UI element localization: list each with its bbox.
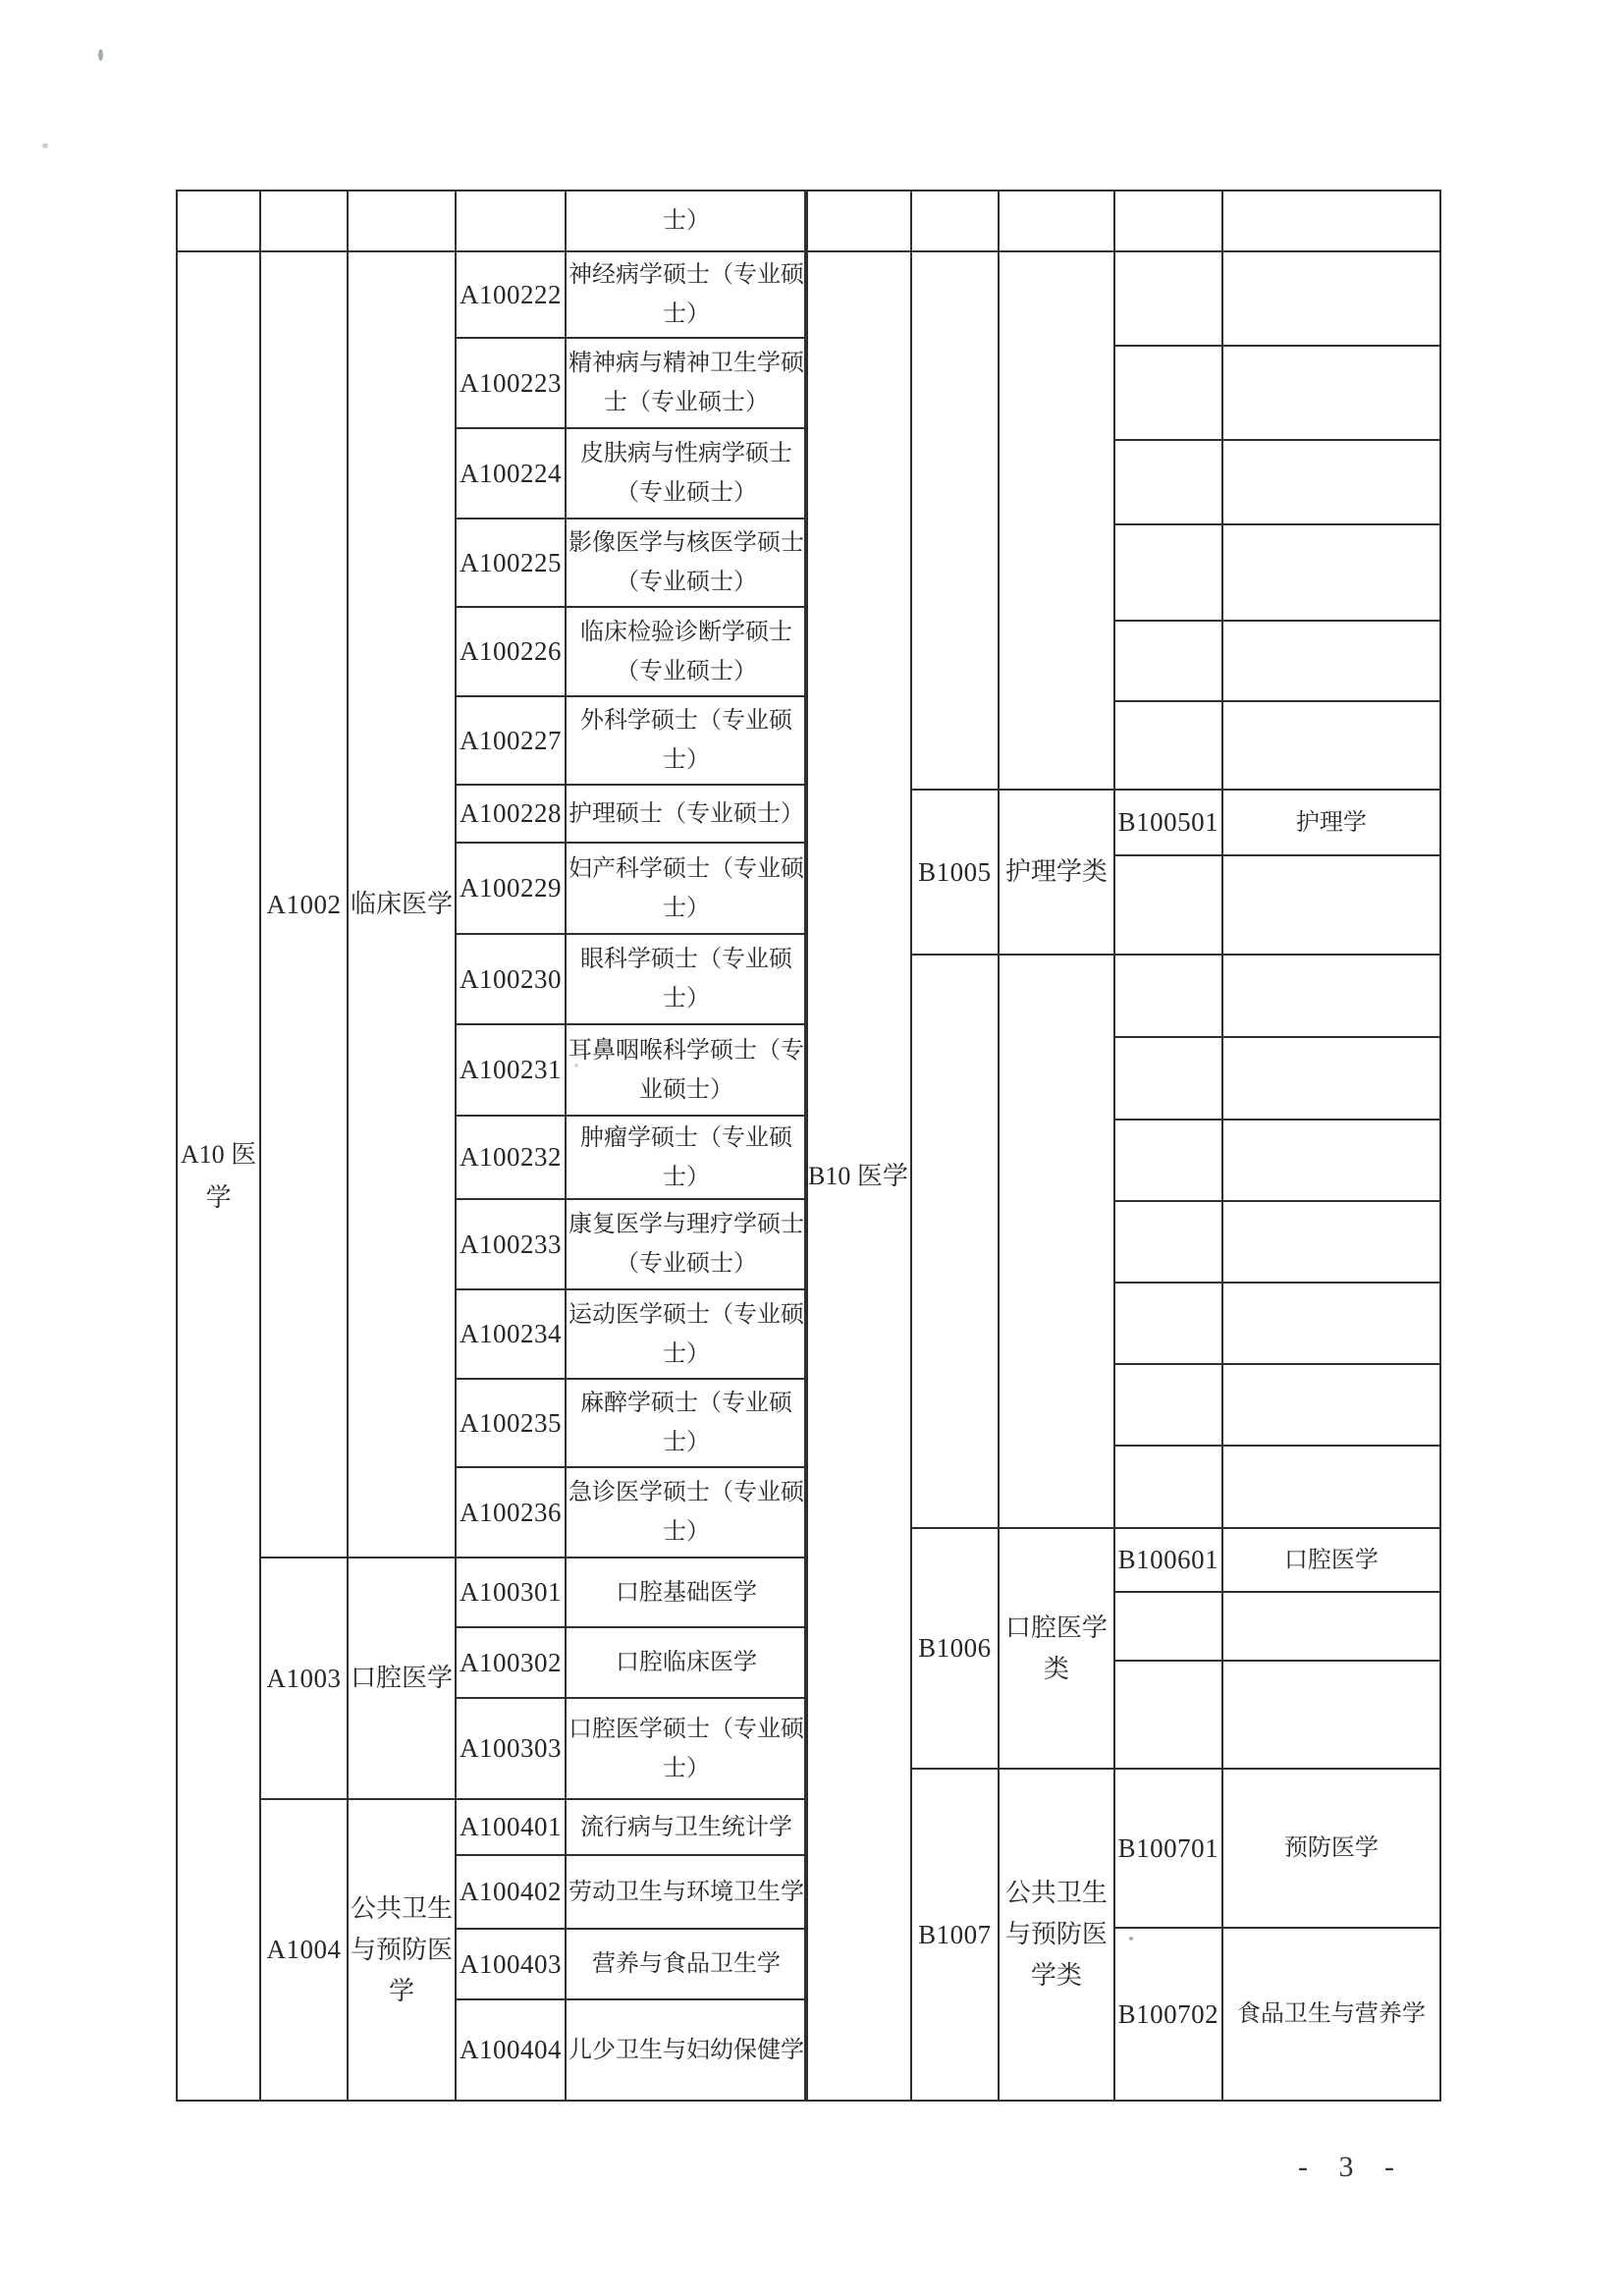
name-cell: 口腔医学硕士（专业硕士） [566, 1698, 807, 1799]
code-cell: A100225 [456, 519, 566, 607]
empty-cell [1114, 955, 1222, 1037]
code-cell: A100303 [456, 1698, 566, 1799]
empty-cell [1114, 346, 1222, 440]
code-cell: A100402 [456, 1855, 566, 1929]
empty-cell [1114, 251, 1222, 346]
code-cell: A100228 [456, 785, 566, 843]
code-cell: A100227 [456, 696, 566, 785]
empty-cell [1114, 1037, 1222, 1120]
code-cell: A100403 [456, 1929, 566, 1999]
code-cell: A100232 [456, 1116, 566, 1199]
left-table [176, 190, 808, 2102]
b-group-cell: B10 医学 [805, 251, 911, 2101]
empty-cell [1222, 1364, 1440, 1446]
name-cell: 肿瘤学硕士（专业硕士） [566, 1116, 807, 1199]
empty-cell [1114, 191, 1222, 251]
name-cell: 食品卫生与营养学 [1222, 1928, 1440, 2101]
empty-cell [177, 191, 260, 251]
name-cell: 麻醉学硕士（专业硕士） [566, 1379, 807, 1467]
name-cell: 康复医学与理疗学硕士（专业硕士） [566, 1199, 807, 1289]
code-cell: A100223 [456, 338, 566, 428]
code-cell: B100601 [1114, 1528, 1222, 1592]
code-cell: B100702 [1114, 1928, 1222, 2101]
right-table [804, 190, 1441, 2102]
name-cell: 营养与食品卫生学 [566, 1929, 807, 1999]
name-cell: 妇产科学硕士（专业硕士） [566, 843, 807, 934]
empty-cell [1222, 1661, 1440, 1769]
code-cell: A100302 [456, 1627, 566, 1698]
empty-cell [1114, 1283, 1222, 1364]
empty-cell [1222, 524, 1440, 621]
code-cell: B100701 [1114, 1769, 1222, 1928]
table-row [177, 1799, 807, 1855]
section-name-cell: 口腔医学 [348, 1558, 456, 1799]
scan-speck [42, 143, 48, 148]
name-cell: 耳鼻咽喉科学硕士（专业硕士） [566, 1024, 807, 1116]
name-cell: 临床检验诊断学硕士（专业硕士） [566, 607, 807, 696]
empty-cell [911, 191, 999, 251]
code-cell: A100226 [456, 607, 566, 696]
empty-cell [456, 191, 566, 251]
empty-cell [348, 191, 456, 251]
empty-cell [911, 955, 999, 1528]
name-cell: 劳动卫生与环境卫生学 [566, 1855, 807, 1929]
empty-cell [1114, 1592, 1222, 1661]
code-cell: A100224 [456, 428, 566, 519]
empty-cell [1222, 251, 1440, 346]
name-cell: 流行病与卫生统计学 [566, 1799, 807, 1855]
empty-cell [1222, 701, 1440, 790]
code-cell: A100236 [456, 1467, 566, 1558]
section-name-cell: 公共卫生与预防医学 [348, 1799, 456, 2101]
section-code-cell: B1006 [911, 1528, 999, 1769]
empty-cell [1222, 1037, 1440, 1120]
section-code-cell: A1004 [260, 1799, 348, 2101]
empty-cell [260, 191, 348, 251]
empty-cell [1222, 1120, 1440, 1201]
section-code-cell: B1005 [911, 790, 999, 955]
name-cell: 口腔基础医学 [566, 1558, 807, 1627]
name-cell: 护理学 [1222, 790, 1440, 855]
empty-cell [1222, 346, 1440, 440]
empty-cell [1114, 1201, 1222, 1283]
code-cell: B100501 [1114, 790, 1222, 855]
name-cell: 外科学硕士（专业硕士） [566, 696, 807, 785]
empty-cell [1114, 1446, 1222, 1528]
empty-cell [1114, 440, 1222, 524]
section-name-cell: 口腔医学类 [999, 1528, 1114, 1769]
code-cell: A100222 [456, 251, 566, 338]
code-cell: A100234 [456, 1289, 566, 1379]
page-number: - 3 - [1298, 2151, 1406, 2183]
name-cell: 急诊医学硕士（专业硕士） [566, 1467, 807, 1558]
name-cell: 预防医学 [1222, 1769, 1440, 1928]
name-cell: 神经病学硕士（专业硕士） [566, 251, 807, 338]
name-cell: 精神病与精神卫生学硕士（专业硕士） [566, 338, 807, 428]
empty-cell [1222, 855, 1440, 955]
empty-cell [999, 191, 1114, 251]
empty-cell [1114, 1120, 1222, 1201]
empty-cell [1114, 855, 1222, 955]
empty-cell [1114, 524, 1222, 621]
empty-cell [999, 955, 1114, 1528]
empty-cell [1222, 191, 1440, 251]
table-row [177, 1558, 807, 1627]
a-group-cell: A10 医学 [177, 251, 260, 2101]
section-name-cell: 临床医学 [348, 251, 456, 1558]
code-cell: A100301 [456, 1558, 566, 1627]
code-cell: A100233 [456, 1199, 566, 1289]
empty-cell [1222, 1446, 1440, 1528]
section-code-cell: B1007 [911, 1769, 999, 2101]
name-cell: 护理硕士（专业硕士） [566, 785, 807, 843]
section-name-cell: 公共卫生与预防医学类 [999, 1769, 1114, 2101]
name-cell: 眼科学硕士（专业硕士） [566, 934, 807, 1024]
section-name-cell: 护理学类 [999, 790, 1114, 955]
empty-cell [999, 251, 1114, 790]
carryover-row [177, 191, 807, 251]
name-cell: 儿少卫生与妇幼保健学 [566, 1999, 807, 2101]
empty-cell [911, 251, 999, 790]
scan-speck [98, 49, 103, 61]
empty-cell [1222, 955, 1440, 1037]
code-cell: A100401 [456, 1799, 566, 1855]
empty-cell [1222, 1283, 1440, 1364]
empty-cell [1114, 1364, 1222, 1446]
name-cell: 运动医学硕士（专业硕士） [566, 1289, 807, 1379]
code-cell: A100231 [456, 1024, 566, 1116]
name-cell: 皮肤病与性病学硕士（专业硕士） [566, 428, 807, 519]
section-code-cell: A1002 [260, 251, 348, 1558]
table-row [805, 251, 1440, 346]
empty-cell [805, 191, 911, 251]
empty-cell [1222, 1201, 1440, 1283]
code-cell: A100229 [456, 843, 566, 934]
code-cell: A100235 [456, 1379, 566, 1467]
empty-cell [1222, 1592, 1440, 1661]
name-cell: 口腔临床医学 [566, 1627, 807, 1698]
section-code-cell: A1003 [260, 1558, 348, 1799]
code-cell: A100230 [456, 934, 566, 1024]
table-row [177, 251, 807, 338]
name-cell: 口腔医学 [1222, 1528, 1440, 1592]
empty-cell [1114, 621, 1222, 701]
carryover-row [805, 191, 1440, 251]
carryover-text-cell: 士） [566, 191, 807, 251]
empty-cell [1114, 701, 1222, 790]
empty-cell [1222, 440, 1440, 524]
empty-cell [1114, 1661, 1222, 1769]
code-cell: A100404 [456, 1999, 566, 2101]
name-cell: 影像医学与核医学硕士（专业硕士） [566, 519, 807, 607]
empty-cell [1222, 621, 1440, 701]
